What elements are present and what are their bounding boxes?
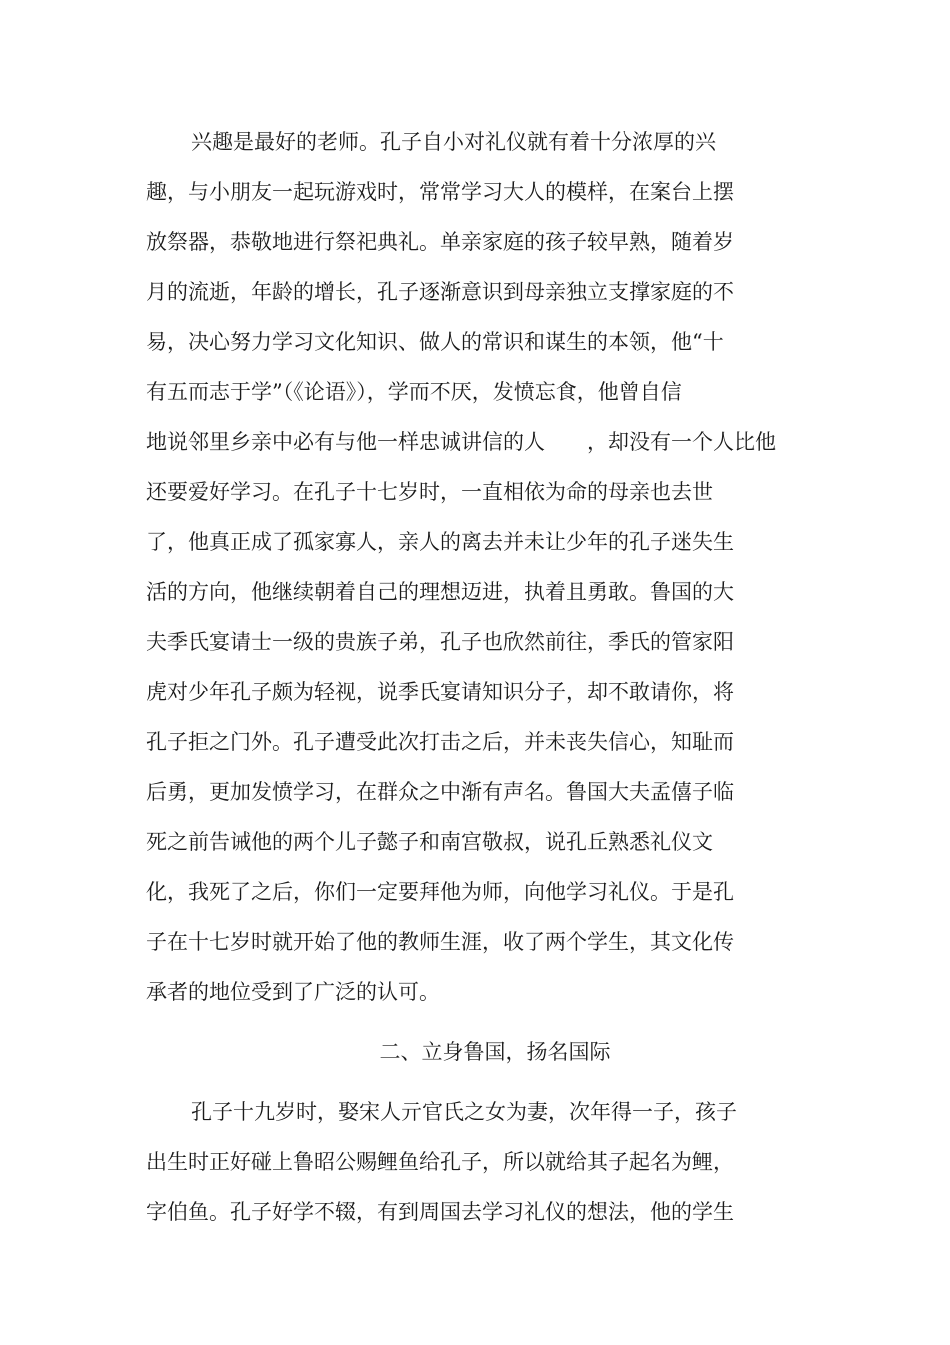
paragraph-line: 字伯鱼。孔子好学不辍，有到周国去学习礼仪的想法，他的学生: [146, 1200, 734, 1224]
paragraph-line: 有五而志于学”（《论语》），学而不厌，发愤忘食，他曾自信: [146, 380, 682, 404]
paragraph-line: 夫季氏宴请士一级的贵族子弟，孔子也欣然前往，季氏的管家阳: [146, 630, 734, 654]
paragraph-line: 孔子十九岁时，娶宋人亓官氏之女为妻，次年得一子，孩子: [191, 1100, 737, 1124]
paragraph-line: 死之前告诫他的两个儿子懿子和南宫敬叔，说孔丘熟悉礼仪文: [146, 830, 713, 854]
section-heading: 二、立身鲁国，扬名国际: [379, 1040, 611, 1064]
paragraph-line: 虎对少年孔子颇为轻视，说季氏宴请知识分子，却不敢请你，将: [146, 680, 734, 704]
paragraph-line: 地说邻里乡亲中必有与他一样忠诚讲信的人 ，却没有一个人比他: [146, 430, 776, 454]
paragraph-line: 化，我死了之后，你们一定要拜他为师，向他学习礼仪。于是孔: [146, 880, 734, 904]
paragraph-line: 易，决心努力学习文化知识、做人的常识和谋生的本领，他“十: [146, 330, 724, 354]
paragraph-line: 后勇，更加发愤学习，在群众之中渐有声名。鲁国大夫孟僖子临: [146, 780, 734, 804]
paragraph-line: 出生时正好碰上鲁昭公赐鲤鱼给孔子，所以就给其子起名为鲤，: [146, 1150, 734, 1174]
paragraph-line: 月的流逝，年龄的增长，孔子逐渐意识到母亲独立支撑家庭的不: [146, 280, 734, 304]
paragraph-line: 承者的地位受到了广泛的认可。: [146, 980, 440, 1004]
paragraph-line: 子在十七岁时就开始了他的教师生涯，收了两个学生，其文化传: [146, 930, 734, 954]
paragraph-line: 了，他真正成了孤家寡人，亲人的离去并未让少年的孔子迷失生: [146, 530, 734, 554]
paragraph-line: 活的方向，他继续朝着自己的理想迈进，执着且勇敢。鲁国的大: [146, 580, 734, 604]
paragraph-line: 孔子拒之门外。孔子遭受此次打击之后，并未丧失信心，知耻而: [146, 730, 734, 754]
paragraph-line: 放祭器，恭敬地进行祭祀典礼。单亲家庭的孩子较早熟，随着岁: [146, 230, 734, 254]
paragraph-line: 趣，与小朋友一起玩游戏时，常常学习大人的模样，在案台上摆: [146, 180, 734, 204]
paragraph-line: 还要爱好学习。在孔子十七岁时，一直相依为命的母亲也去世: [146, 480, 713, 504]
paragraph-line: 兴趣是最好的老师。孔子自小对礼仪就有着十分浓厚的兴: [191, 130, 716, 154]
